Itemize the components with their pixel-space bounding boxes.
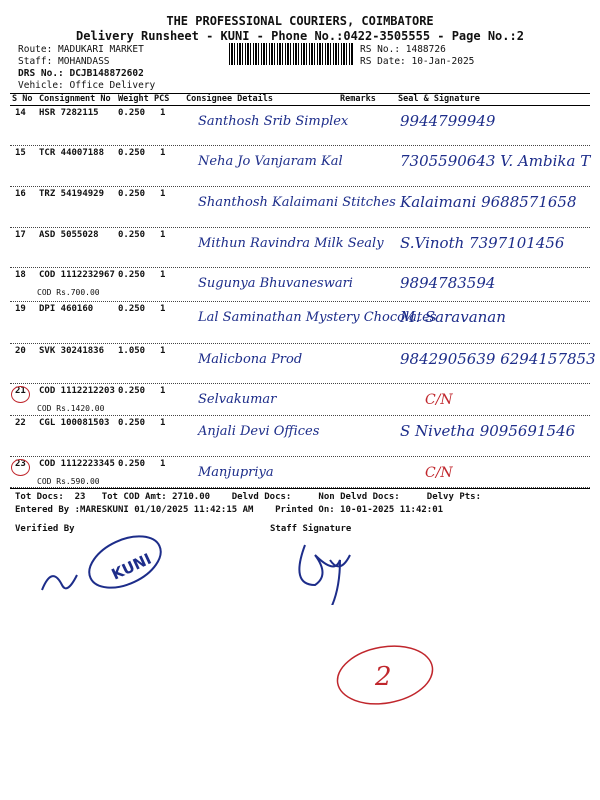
- row-divider: [10, 456, 590, 457]
- row-divider: [10, 186, 590, 187]
- row-signature-handwriting: S Nivetha 9095691546: [400, 422, 576, 440]
- row-sno: 23: [15, 459, 26, 469]
- row-divider: [10, 227, 590, 228]
- company-title: THE PROFESSIONAL COURIERS, COIMBATORE: [166, 14, 434, 28]
- col-weight: Weight: [118, 94, 149, 104]
- staff-label: Staff: MOHANDASS: [18, 56, 110, 67]
- page-number-mark: 2: [375, 662, 392, 692]
- table-header: [10, 93, 590, 106]
- totals-divider: [10, 488, 590, 489]
- red-page-circle: [330, 640, 440, 710]
- red-circle-mark: [11, 459, 30, 476]
- entered-by-line: Entered By :MARESKUNI 01/10/2025 11:42:15 AM Printed On: 10-01-2025 11:42:01: [15, 505, 444, 515]
- row-sno: 22: [15, 418, 26, 428]
- row-divider: [10, 267, 590, 268]
- row-signature-handwriting: S.Vinoth 7397101456: [400, 234, 565, 252]
- row-cn-mark: C/N: [425, 465, 453, 481]
- row-consignment-no: COD 1112232967: [39, 270, 115, 280]
- row-consignee-handwriting: Manjupriya: [198, 465, 274, 480]
- row-consignment-no: HSR 7282115: [39, 108, 99, 118]
- row-pcs: 1: [160, 346, 166, 356]
- row-consignee-handwriting: Selvakumar: [198, 392, 277, 407]
- row-pcs: 1: [160, 230, 166, 240]
- row-pcs: 1: [160, 418, 166, 428]
- row-consignee-handwriting: Mithun Ravindra Milk Sealy: [198, 236, 384, 251]
- row-consignee-handwriting: Sugunya Bhuvaneswari: [198, 276, 353, 291]
- staff-signature-scribble: [285, 535, 365, 605]
- row-sno: 15: [15, 148, 26, 158]
- row-consignee-handwriting: Anjali Devi Offices: [198, 424, 320, 439]
- row-pcs: 1: [160, 386, 166, 396]
- row-consignment-no: TRZ 54194929: [39, 189, 105, 199]
- row-weight: 0.250: [118, 418, 146, 428]
- row-pcs: 1: [160, 270, 166, 280]
- verified-by-label: Verified By: [15, 524, 75, 534]
- row-consignee-handwriting: Shanthosh Kalaimani Stitches: [198, 195, 396, 210]
- route-label: Route: MADUKARI MARKET: [18, 44, 144, 55]
- row-pcs: 1: [160, 108, 166, 118]
- vehicle-label: Vehicle: Office Delivery: [18, 80, 156, 91]
- row-pcs: 1: [160, 304, 166, 314]
- row-signature-handwriting: 9894783594: [400, 274, 496, 292]
- barcode: [229, 43, 354, 65]
- row-signature-handwriting: 9944799949: [400, 112, 496, 130]
- row-sno: 20: [15, 346, 26, 356]
- row-consignment-no: ASD 5055028: [39, 230, 99, 240]
- row-cod-amount: COD Rs.1420.00: [37, 404, 105, 413]
- row-consignee-handwriting: Neha Jo Vanjaram Kal: [198, 154, 343, 169]
- rs-date: RS Date: 10-Jan-2025: [360, 56, 475, 67]
- row-divider: [10, 145, 590, 146]
- row-weight: 0.250: [118, 189, 146, 199]
- rs-number: RS No.: 1488726: [360, 44, 446, 55]
- row-sno: 21: [15, 386, 26, 396]
- col-remarks: Remarks: [340, 94, 376, 104]
- row-sno: 16: [15, 189, 26, 199]
- row-consignee-handwriting: Malicbona Prod: [198, 352, 303, 367]
- row-pcs: 1: [160, 459, 166, 469]
- row-pcs: 1: [160, 189, 166, 199]
- row-signature-handwriting: 9842905639 6294157853: [400, 350, 596, 368]
- col-pcs: PCS: [154, 94, 170, 104]
- row-weight: 0.250: [118, 304, 146, 314]
- row-consignment-no: TCR 44007188: [39, 148, 105, 158]
- stamp-text: KUNI: [108, 549, 155, 584]
- row-sno: 14: [15, 108, 26, 118]
- row-consignment-no: DPI 460160: [39, 304, 94, 314]
- totals-line: Tot Docs: 23 Tot COD Amt: 2710.00 Delvd Docs: Non Delvd Docs: Delvy Pts:: [15, 492, 481, 502]
- col-consignee: Consignee Details: [186, 94, 273, 104]
- row-pcs: 1: [160, 148, 166, 158]
- row-divider: [10, 383, 590, 384]
- drs-label: DRS No.: DCJB148872602: [18, 68, 144, 79]
- row-signature-handwriting: Kalaimani 9688571658: [400, 193, 577, 211]
- row-consignment-no: COD 1112212203: [39, 386, 115, 396]
- kuni-stamp: [30, 530, 200, 610]
- row-sno: 17: [15, 230, 26, 240]
- row-divider: [10, 301, 590, 302]
- row-weight: 0.250: [118, 230, 146, 240]
- red-circle-mark: [11, 386, 30, 403]
- row-cod-amount: COD Rs.700.00: [37, 288, 100, 297]
- row-weight: 0.250: [118, 148, 146, 158]
- row-consignee-handwriting: Lal Saminathan Mystery Chocolates: [198, 310, 437, 325]
- row-sno: 18: [15, 270, 26, 280]
- col-seal-signature: Seal & Signature: [398, 94, 480, 104]
- row-cod-amount: COD Rs.590.00: [37, 477, 100, 486]
- row-weight: 0.250: [118, 459, 146, 469]
- row-divider: [10, 343, 590, 344]
- row-weight: 0.250: [118, 270, 146, 280]
- row-consignment-no: COD 1112223345: [39, 459, 115, 469]
- runsheet-subtitle: Delivery Runsheet - KUNI - Phone No.:0422-3505555 - Page No.:2: [76, 29, 524, 43]
- row-divider: [10, 415, 590, 416]
- row-weight: 0.250: [118, 108, 146, 118]
- row-consignee-handwriting: Santhosh Srib Simplex: [198, 114, 349, 129]
- row-cn-mark: C/N: [425, 392, 453, 408]
- row-weight: 1.050: [118, 346, 146, 356]
- row-sno: 19: [15, 304, 26, 314]
- row-signature-handwriting: 7305590643 V. Ambika T: [400, 152, 591, 170]
- staff-signature-label: Staff Signature: [270, 524, 352, 534]
- col-sno: S No: [12, 94, 33, 104]
- row-signature-handwriting: M. Saravanan: [400, 308, 506, 326]
- row-weight: 0.250: [118, 386, 146, 396]
- row-consignment-no: CGL 100081503: [39, 418, 110, 428]
- row-consignment-no: SVK 30241836: [39, 346, 105, 356]
- col-consignment: Consignment No: [39, 94, 111, 104]
